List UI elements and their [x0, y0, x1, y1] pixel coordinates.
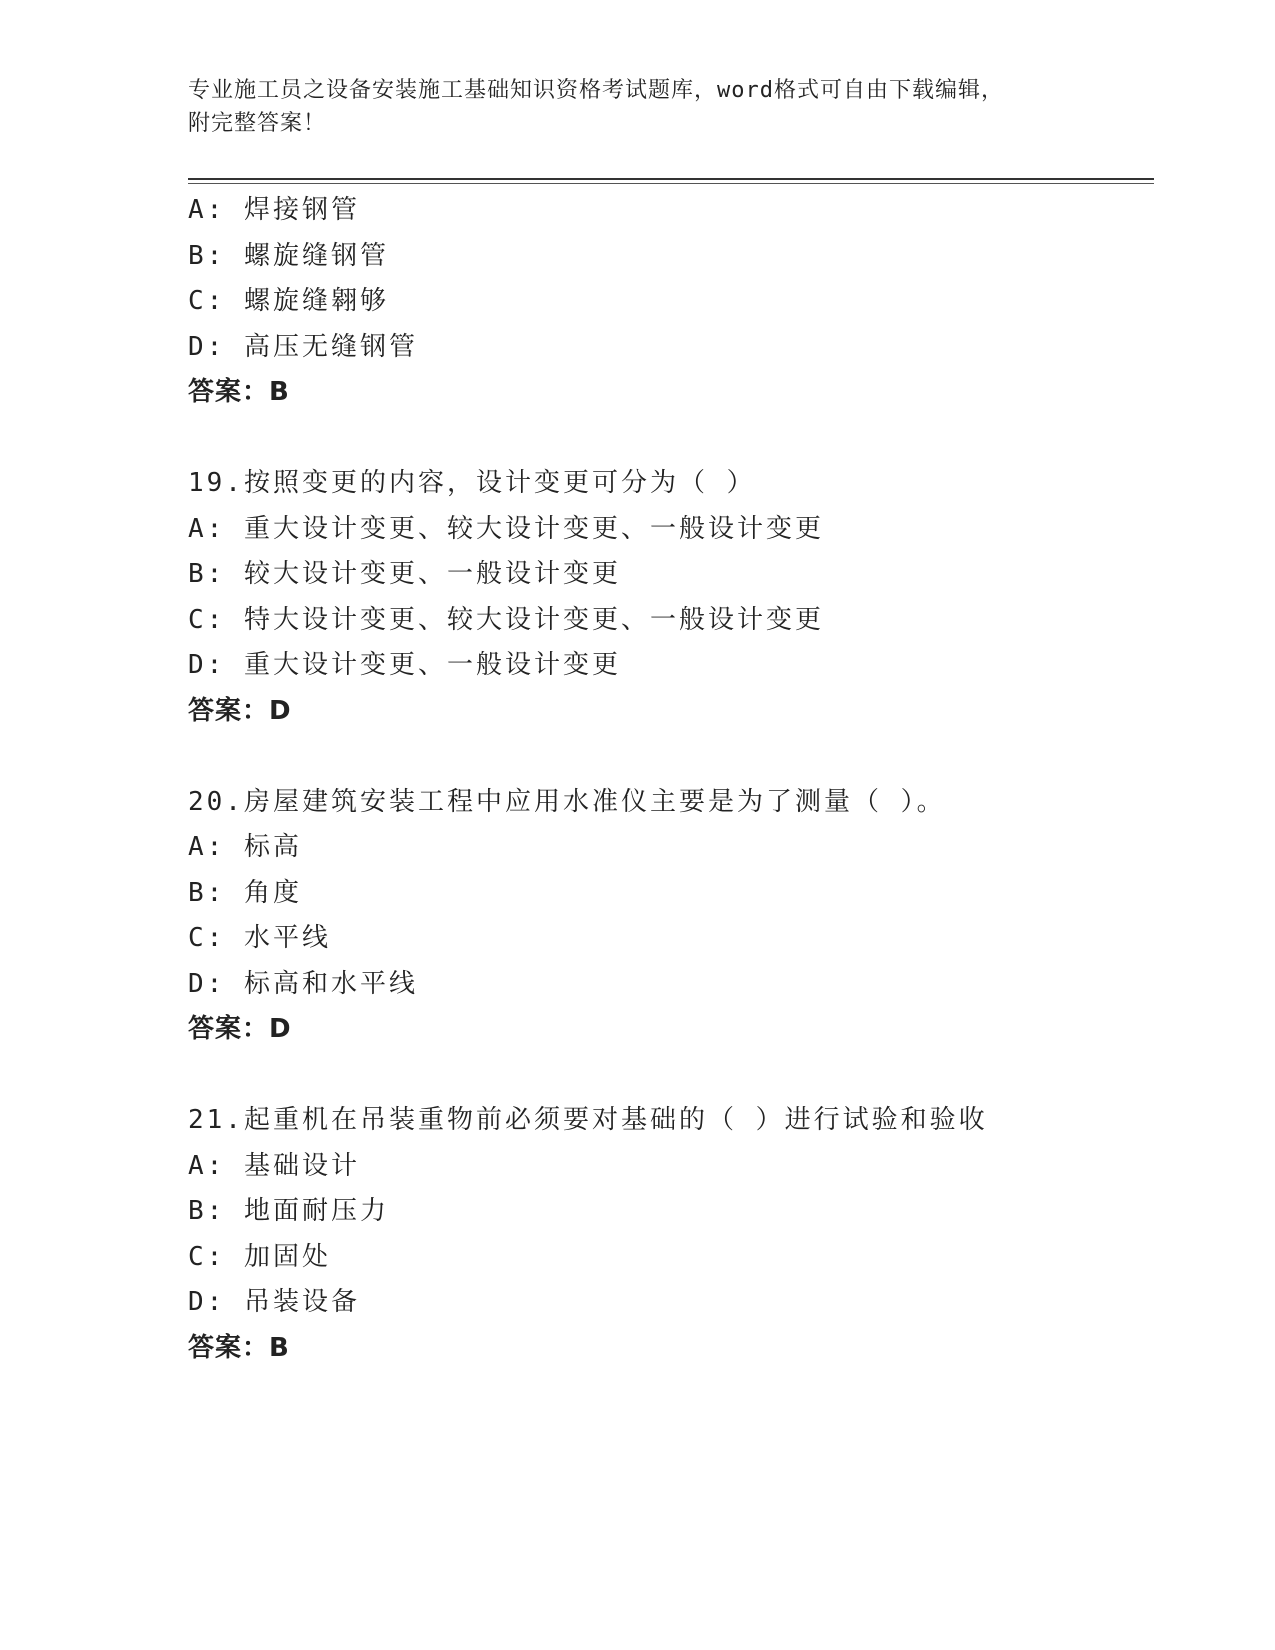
- question-spacer: [188, 734, 1154, 780]
- question-list: [188, 188, 1154, 1371]
- question-block-21: [188, 1098, 1154, 1371]
- option-a: A: 焊接钢管: [188, 195, 360, 225]
- question-stem: 19.按照变更的内容，设计变更可分为（ ）: [188, 468, 756, 498]
- option-b: B: 较大设计变更、一般设计变更: [188, 559, 621, 589]
- question-spacer: [188, 1053, 1154, 1099]
- question-spacer: [188, 416, 1154, 462]
- option-a: A: 标高: [188, 832, 302, 862]
- question-block-20: [188, 780, 1154, 1053]
- question-stem: 20.房屋建筑安装工程中应用水准仪主要是为了测量（ ）。: [188, 786, 946, 817]
- option-c: C: 螺旋缝翱够: [188, 286, 389, 316]
- header-title-line-1: 专业施工员之设备安装施工基础知识资格考试题库，word格式可自由下载编辑，: [188, 78, 1004, 103]
- option-b: B: 地面耐压力: [188, 1196, 389, 1226]
- option-c: C: 特大设计变更、较大设计变更、一般设计变更: [188, 604, 824, 635]
- question-block-18: [188, 188, 1154, 416]
- answer-line: 答案：B: [188, 377, 290, 407]
- option-c: C: 水平线: [188, 923, 331, 953]
- question-block-19: [188, 461, 1154, 734]
- header-title-line-2: 附完整答案！: [188, 111, 327, 136]
- option-a: A: 重大设计变更、较大设计变更、一般设计变更: [188, 513, 824, 544]
- option-d: D: 标高和水平线: [188, 968, 418, 999]
- option-a: A: 基础设计: [188, 1150, 360, 1181]
- option-d: D: 高压无缝钢管: [188, 331, 418, 362]
- document-header: [188, 74, 1068, 140]
- answer-line: 答案：D: [188, 1014, 292, 1044]
- header-divider-thin: [188, 183, 1154, 184]
- answer-line: 答案：D: [188, 695, 292, 726]
- question-stem: 21.起重机在吊装重物前必须要对基础的（ ）进行试验和验收: [188, 1105, 988, 1135]
- answer-line: 答案：B: [188, 1332, 290, 1363]
- option-d: D: 重大设计变更、一般设计变更: [188, 650, 621, 680]
- option-b: B: 螺旋缝钢管: [188, 240, 389, 271]
- header-divider-thick: [188, 178, 1154, 180]
- option-b: B: 角度: [188, 877, 302, 908]
- option-c: C: 加固处: [188, 1241, 331, 1272]
- option-d: D: 吊装设备: [188, 1287, 360, 1317]
